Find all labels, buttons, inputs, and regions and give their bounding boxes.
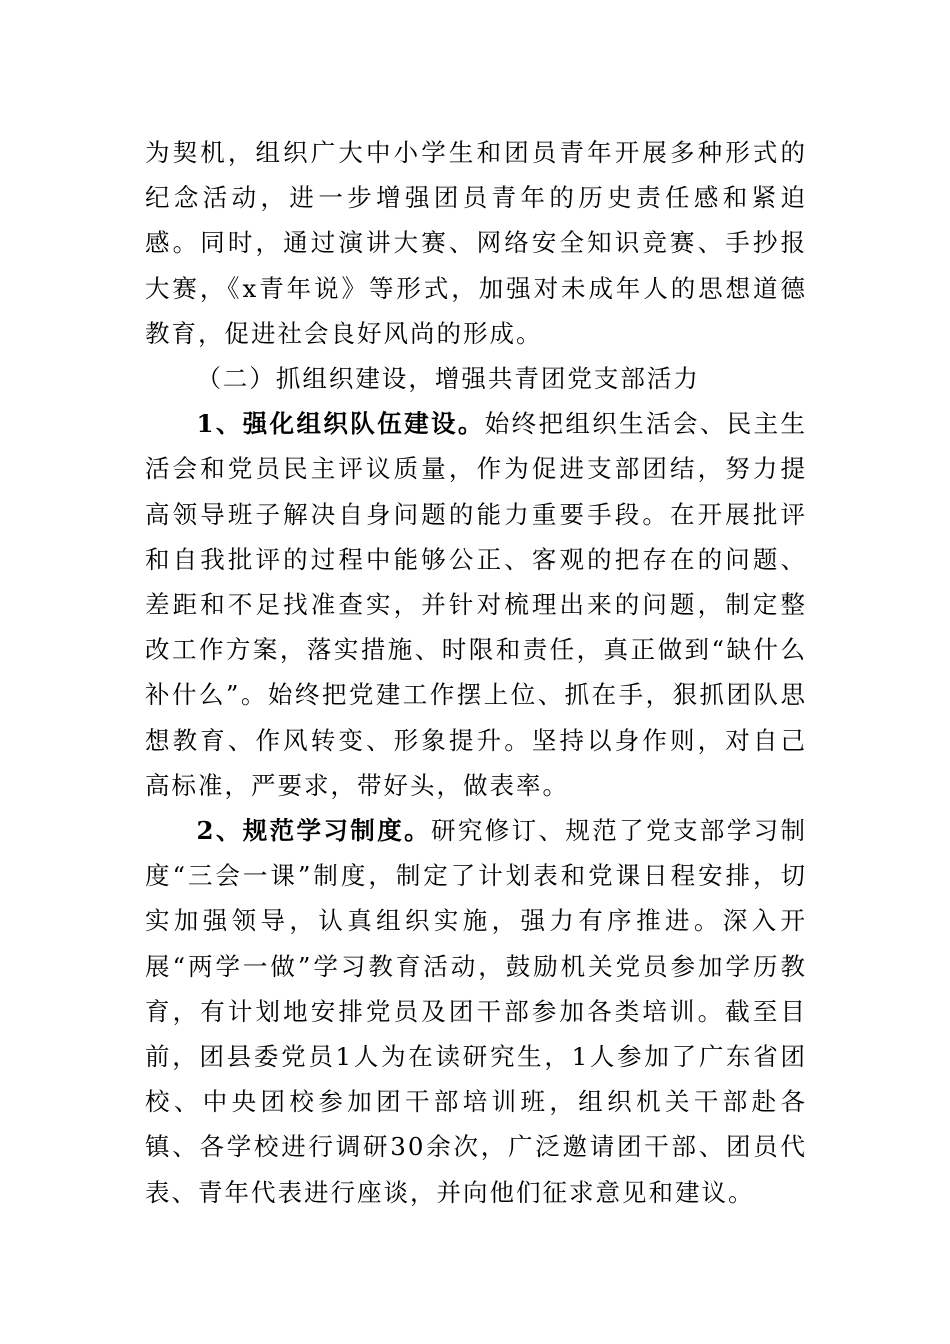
paragraph-study-system	[145, 808, 807, 1215]
paragraph-text: 研究修订、规范了党支部学习制度“三会一课”制度，制定了计划表和党课日程安排，切实加强领导，认真组织实施，强力有序推进。深入开展“两学一做”学习教育活动，鼓励机关党员参加学历教育，有计划地安排党员及团干部参加各类培训。截至目前，团县委党员1人为在读研究生，1人参加了广东省团校、中央团校参加团干部培训班，组织机关干部赴各镇、各学校进行调研30余次，广泛邀请团干部、团员代表、青年代表进行座谈，并向他们征求意见和建议。	[145, 816, 807, 1207]
section-heading-text: （二）抓组织建设，增强共青团党支部活力	[196, 364, 700, 394]
paragraph-continuation	[145, 130, 807, 356]
paragraph-lead-bold: 1、强化组织队伍建设。	[196, 409, 485, 439]
paragraph-text: 始终把组织生活会、民主生活会和党员民主评议质量，作为促进支部团结，努力提高领导班子解决自身问题的能力重要手段。在开展批评和自我批评的过程中能够公正、客观的把存在的问题、差距和不足找准查实，并针对梳理出来的问题，制定整改工作方案，落实措施、时限和责任，真正做到“缺什么补什么”。始终把党建工作摆上位、抓在手，狠抓团队思想教育、作风转变、形象提升。坚持以身作则，对自己高标准，严要求，带好头，做表率。	[145, 409, 808, 800]
paragraph-lead-bold: 2、规范学习制度。	[196, 816, 431, 846]
paragraph-text: 为契机，组织广大中小学生和团员青年开展多种形式的纪念活动，进一步增强团员青年的历史责任感和紧迫感。同时，通过演讲大赛、网络安全知识竞赛、手抄报大赛，《x青年说》等形式，加强对未成年人的思想道德教育，促进社会良好风尚的形成。	[145, 138, 807, 348]
section-heading	[145, 356, 807, 401]
document-body	[145, 130, 807, 1215]
paragraph-organization-team	[145, 401, 807, 808]
